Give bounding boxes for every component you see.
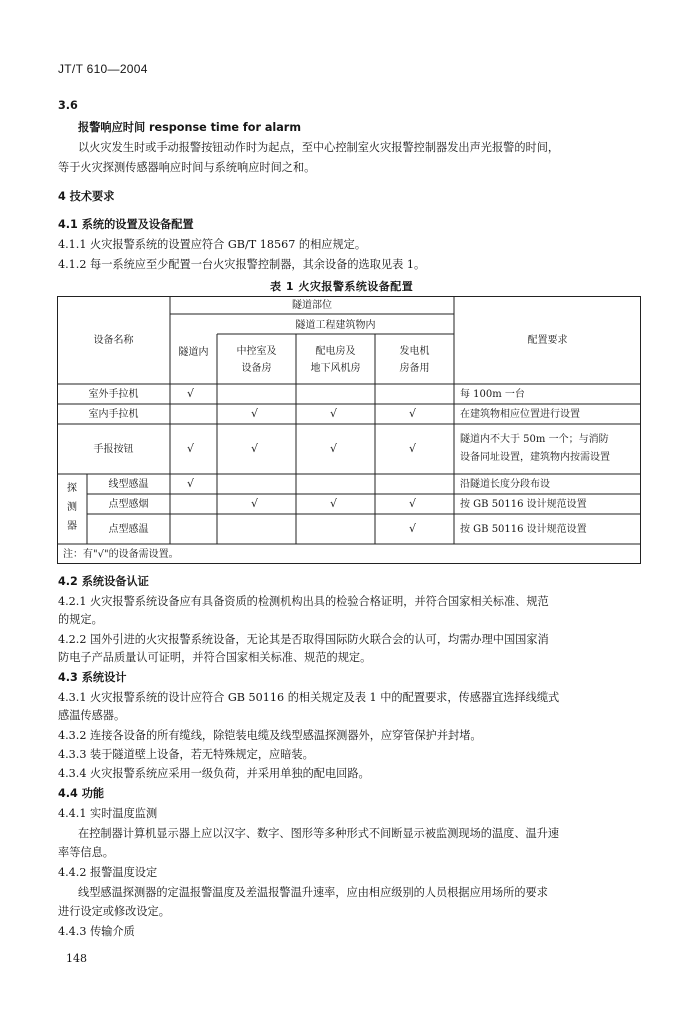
check-mark-icon: √ (187, 477, 195, 490)
section-heading: 4.1 系统的设置及设备配置 (58, 218, 194, 231)
row-requirement: 每 100m 一台 (460, 389, 525, 400)
clause: 4.1.2 每一系统应至少配置一台火灾报警控制器，其余设备的选取见表 1。 (58, 258, 426, 271)
check-mark-icon: √ (330, 407, 338, 420)
clause-continued: 的规定。 (58, 613, 103, 626)
check-mark-icon: √ (409, 497, 417, 510)
paragraph-continued: 进行设定或修改设定。 (58, 905, 170, 918)
table-note: 注：有"√"的设备需设置。 (63, 549, 179, 560)
detector-group-label (57, 482, 87, 533)
section-number: 3.6 (58, 99, 78, 112)
row-requirement: 沿隧道长度分段布设 (460, 479, 550, 490)
detector-char: 探 (67, 483, 77, 494)
row-device-name: 手报按钮 (93, 444, 134, 455)
equipment-table (57, 296, 641, 564)
header-control-room-line1: 中控室及 (236, 346, 277, 357)
section-heading: 4.3 系统设计 (58, 671, 127, 684)
row-device-name: 室内手拉机 (88, 409, 139, 420)
row-device-name: 线型感温 (108, 479, 149, 490)
header-power-room-line2: 地下风机房 (310, 363, 361, 374)
row-requirement: 按 GB 50116 设计规范设置 (460, 499, 587, 510)
check-mark-icon: √ (409, 407, 417, 420)
header-power-room (296, 345, 375, 375)
doc-code-header: JT/T 610—2004 (58, 62, 148, 76)
check-mark-icon: √ (187, 387, 195, 400)
row-requirement-line2: 设备同址设置，建筑物内按需设置 (460, 452, 610, 463)
clause: 4.3.1 火灾报警系统的设计应符合 GB 50116 的相关规定及表 1 中的配置要求，传感器宜选择线缆式 (58, 691, 560, 704)
check-mark-icon: √ (187, 442, 195, 455)
header-tunnel-location: 隧道部位 (292, 300, 332, 311)
clause: 4.2.2 国外引进的火灾报警系统设备，无论其是否取得国际防火联合会的认可，均需办理中国国家消 (58, 633, 549, 646)
subsection-heading: 4.4.2 报警温度设定 (58, 866, 158, 879)
check-mark-icon: √ (251, 442, 259, 455)
header-generator-room-line1: 发电机 (399, 346, 430, 357)
header-config-requirement: 配置要求 (527, 335, 568, 346)
row-requirement: 在建筑物相应位置进行设置 (460, 409, 580, 420)
row-device-name: 室外手拉机 (88, 389, 139, 400)
clause: 4.1.1 火灾报警系统的设置应符合 GB/T 18567 的相应规定。 (58, 238, 367, 251)
detector-char: 测 (67, 502, 77, 513)
row-requirement: 按 GB 50116 设计规范设置 (460, 524, 587, 535)
row-device-name: 点型感烟 (108, 499, 149, 510)
clause: 4.3.3 装于隧道壁上设备，若无特殊规定，应暗装。 (58, 748, 314, 761)
check-mark-icon: √ (251, 407, 259, 420)
subsection-heading: 4.4.1 实时温度监测 (58, 807, 158, 820)
header-generator-room-line2: 房备用 (399, 363, 430, 374)
page-number: 148 (66, 952, 87, 965)
header-control-room-line2: 设备房 (241, 363, 272, 374)
header-power-room-line1: 配电房及 (315, 346, 356, 357)
paragraph: 线型感温探测器的定温报警温度及差温报警温升速率，应由相应级别的人员根据应用场所的要求 (78, 886, 548, 899)
table-caption: 表 1 火灾报警系统设备配置 (270, 280, 414, 293)
header-generator-room (375, 345, 454, 375)
section-heading: 4.4 功能 (58, 787, 105, 800)
term-definition-line: 等于火灾探测传感器响应时间与系统响应时间之和。 (58, 161, 316, 174)
header-control-room (217, 345, 296, 375)
paragraph: 在控制器计算机显示器上应以汉字、数字、图形等多种形式不间断显示被监测现场的温度、温升速 (78, 827, 560, 840)
check-mark-icon: √ (330, 497, 338, 510)
check-mark-icon: √ (409, 442, 417, 455)
header-device-name: 设备名称 (93, 335, 134, 346)
header-in-tunnel: 隧道内 (178, 347, 209, 358)
row-requirement-line1: 隧道内不大于 50m 一个；与消防 (460, 434, 609, 445)
check-mark-icon: √ (251, 497, 259, 510)
clause-continued: 感温传感器。 (58, 709, 126, 722)
detector-char: 器 (67, 521, 77, 532)
term-title: 报警响应时间 response time for alarm (78, 121, 301, 134)
check-mark-icon: √ (330, 442, 338, 455)
clause: 4.3.2 连接各设备的所有缆线，除铠装电缆及线型感温探测器外，应穿管保护并封堵。 (58, 729, 482, 742)
clause: 4.3.4 火灾报警系统应采用一级负荷，并采用单独的配电回路。 (58, 767, 370, 780)
clause-continued: 防电子产品质量认可证明，并符合国家相关标准、规范的规定。 (58, 651, 372, 664)
paragraph-continued: 率等信息。 (58, 846, 114, 859)
subsection-heading: 4.4.3 传输介质 (58, 925, 135, 938)
clause: 4.2.1 火灾报警系统设备应有具备资质的检测机构出具的检验合格证明，并符合国家相关标准、规范 (58, 595, 549, 608)
section-heading: 4.2 系统设备认证 (58, 575, 149, 588)
check-mark-icon: √ (409, 522, 417, 535)
term-definition-line: 以火灾发生时或手动报警按钮动作时为起点，至中心控制室火灾报警控制器发出声光报警的时间， (78, 141, 560, 154)
header-building: 隧道工程建筑物内 (295, 320, 376, 331)
chapter-heading: 4 技术要求 (58, 190, 115, 203)
row-requirement (460, 433, 610, 464)
row-device-name: 点型感温 (108, 524, 149, 535)
